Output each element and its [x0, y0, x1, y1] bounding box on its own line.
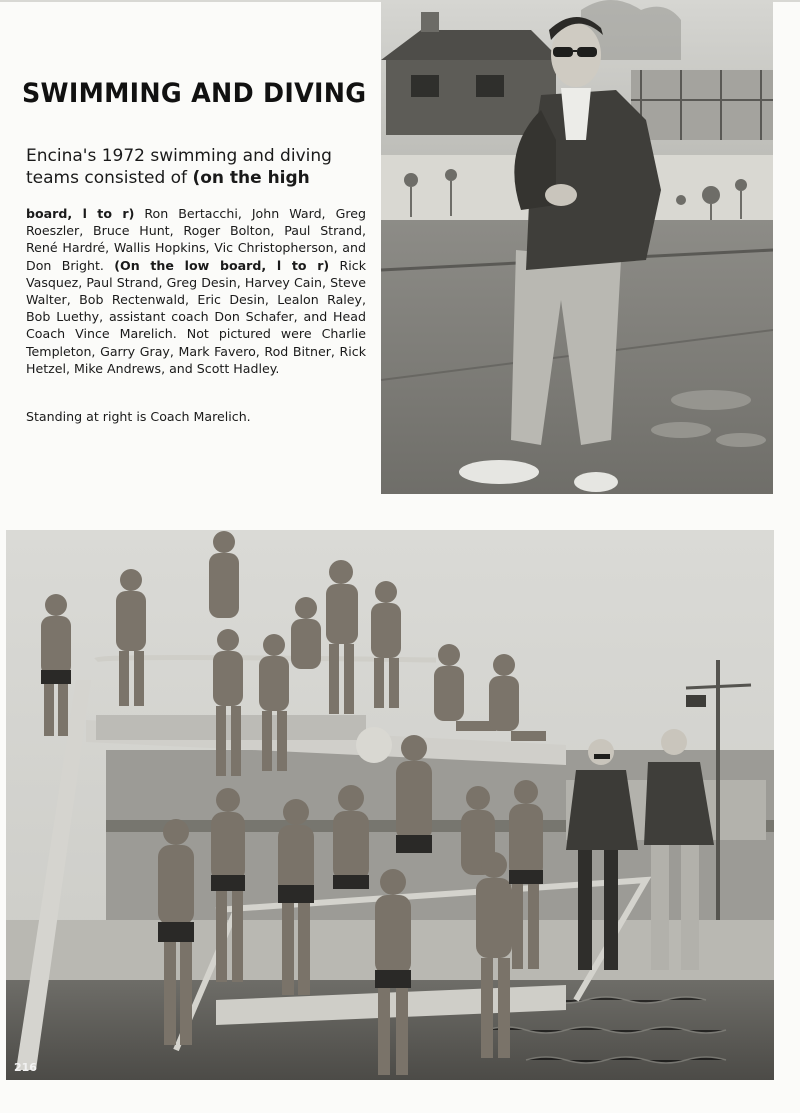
page-number: 216 — [14, 1061, 37, 1074]
high-board-label: board, l to r) — [26, 206, 135, 221]
low-board-label: (On the low board, l to r) — [114, 257, 330, 273]
high-board-names: Ron Bertacchi, John Ward, Greg Roeszler, Bruce Hunt, Roger Bolton, Paul Strand, René Hardré, Wallis Hopkins, Vic Christopherson, and Don Bright. — [26, 206, 366, 273]
coach-photo-illustration — [381, 0, 773, 494]
standing-caption: Standing at right is Coach Marelich. — [26, 409, 251, 424]
lead-paragraph — [26, 145, 356, 189]
caption-paragraph — [26, 205, 366, 377]
team-photo-illustration — [6, 530, 774, 1080]
low-board-names: Rick Vasquez, Paul Strand, Greg Desin, Harvey Cain, Steve Walter, Bob Rectenwald, Eric Desin, Lealon Raley, Bob Luethy, assistant coach Don Schafer, and Head Coach Vince Marelich. Not pictured were Charlie Templeton, Garry Gray, Mark Favero, Rod Bitner, Rick Hetzel, Mike Andrews, and Scott Hadley. — [26, 257, 366, 376]
coach-photo — [381, 0, 773, 494]
team-photo — [6, 530, 774, 1080]
page-title: SWIMMING AND DIVING — [22, 78, 367, 109]
lead-text: Encina's 1972 swimming and diving teams consisted of — [26, 146, 332, 188]
lead-bold-text: (on the high — [192, 168, 310, 188]
